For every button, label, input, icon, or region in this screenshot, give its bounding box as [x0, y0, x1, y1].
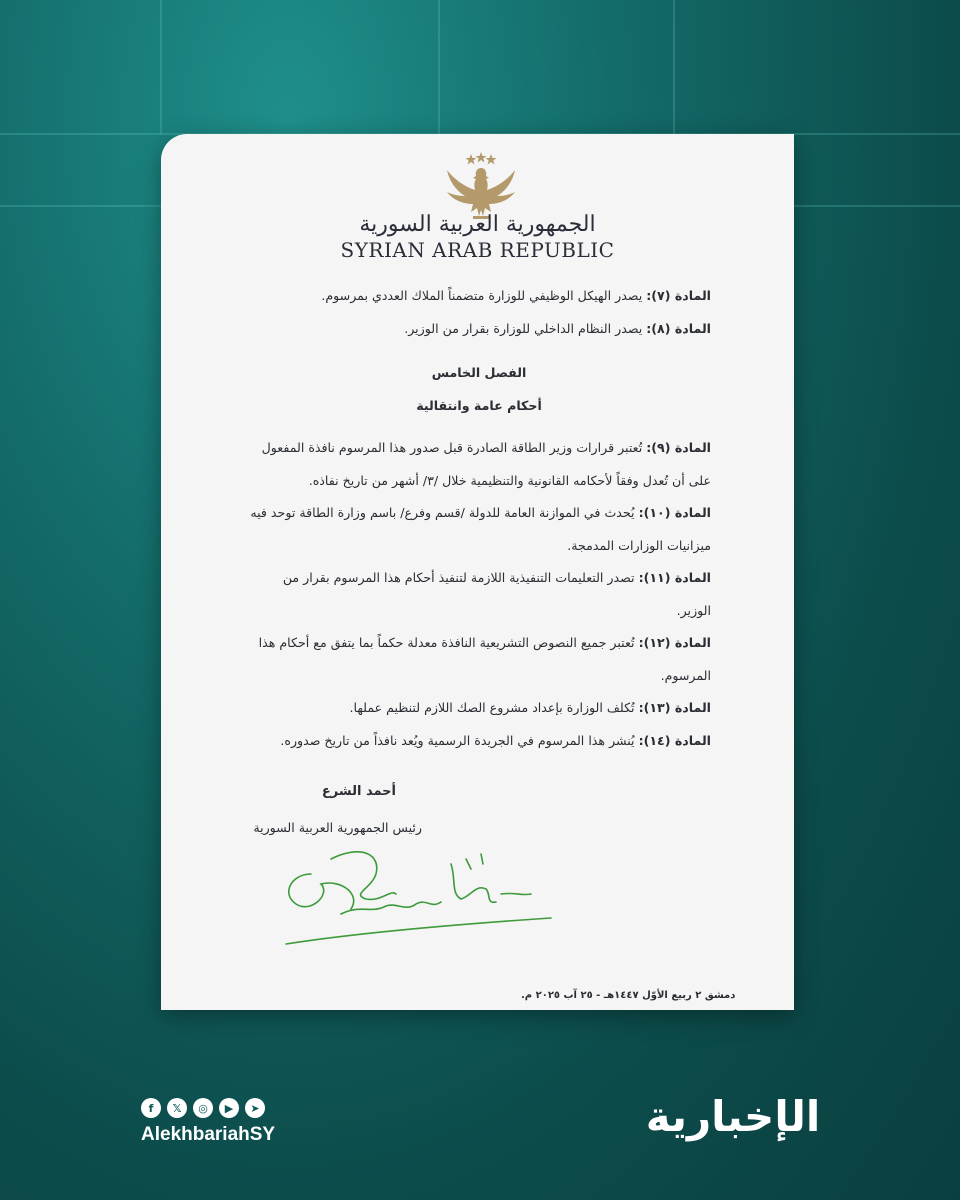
decree-document	[161, 134, 794, 1010]
handwritten-signature	[271, 834, 561, 964]
article-13: المادة (١٣): تُكلف الوزارة بإعداد مشروع الصك اللازم لتنظيم عملها.	[349, 700, 711, 715]
bg-grid-line	[160, 0, 162, 134]
article-8: المادة (٨): يصدر النظام الداخلي للوزارة بقرار من الوزير.	[404, 320, 711, 336]
decree-body	[247, 280, 711, 757]
republic-name-arabic: الجمهورية العربية السورية	[359, 212, 596, 237]
signatory-name: أحمد الشرع	[321, 784, 396, 799]
article-12: المادة (١٢): تُعتبر جميع النصوص التشريعية النافذة معدلة حكماً بما يتفق مع أحكام هذا المرسوم.	[258, 635, 711, 683]
article-9: المادة (٩): تُعتبر قرارات وزير الطاقة الصادرة قبل صدور هذا المرسوم نافذة المفعول على أن تُعدل وفقاً لأحكامه القانونية والتنظيمية خلال /٣/ أشهر من تاريخ نفاذه.	[261, 440, 711, 488]
republic-name-english: SYRIAN ARAB REPUBLIC	[340, 238, 615, 262]
article-7: المادة (٧): يصدر الهيكل الوظيفي للوزارة متضمناً الملاك العددي بمرسوم.	[321, 288, 711, 303]
facebook-icon[interactable]: f	[141, 1098, 161, 1118]
x-icon[interactable]: 𝕏	[167, 1098, 187, 1118]
article-11: المادة (١١): تصدر التعليمات التنفيذية اللازمة لتنفيذ أحكام هذا المرسوم بقرار من الوزير.	[282, 570, 711, 618]
telegram-icon[interactable]: ➤	[245, 1098, 265, 1118]
instagram-icon[interactable]: ◎	[193, 1098, 213, 1118]
chapter-title: الفصل الخامس	[431, 365, 527, 380]
youtube-icon[interactable]: ▶	[219, 1098, 239, 1118]
chapter-subtitle: أحكام عامة وانتقالية	[416, 397, 542, 413]
article-14: المادة (١٤): يُنشر هذا المرسوم في الجريدة الرسمية ويُعد نافذاً من تاريخ صدوره.	[280, 732, 711, 748]
signatory-title: رئيس الجمهورية العربية السورية	[253, 820, 422, 835]
bg-grid-line	[673, 0, 675, 134]
article-10: المادة (١٠): يُحدث في الموازنة العامة للدولة /قسم وفرع/ باسم وزارة الطاقة توحد فيه ميزانيات الوزارات المدمجة.	[250, 505, 711, 553]
brand-logo: الإخبارية	[645, 1092, 821, 1141]
social-handle: AlekhbariahSY	[141, 1124, 276, 1145]
date-line: دمشق ٢ ربيع الأوّل ١٤٤٧هـ - ٢٥ آب ٢٠٢٥ م.	[521, 990, 736, 1001]
bg-grid-line	[438, 0, 440, 134]
social-icons	[141, 1098, 265, 1118]
